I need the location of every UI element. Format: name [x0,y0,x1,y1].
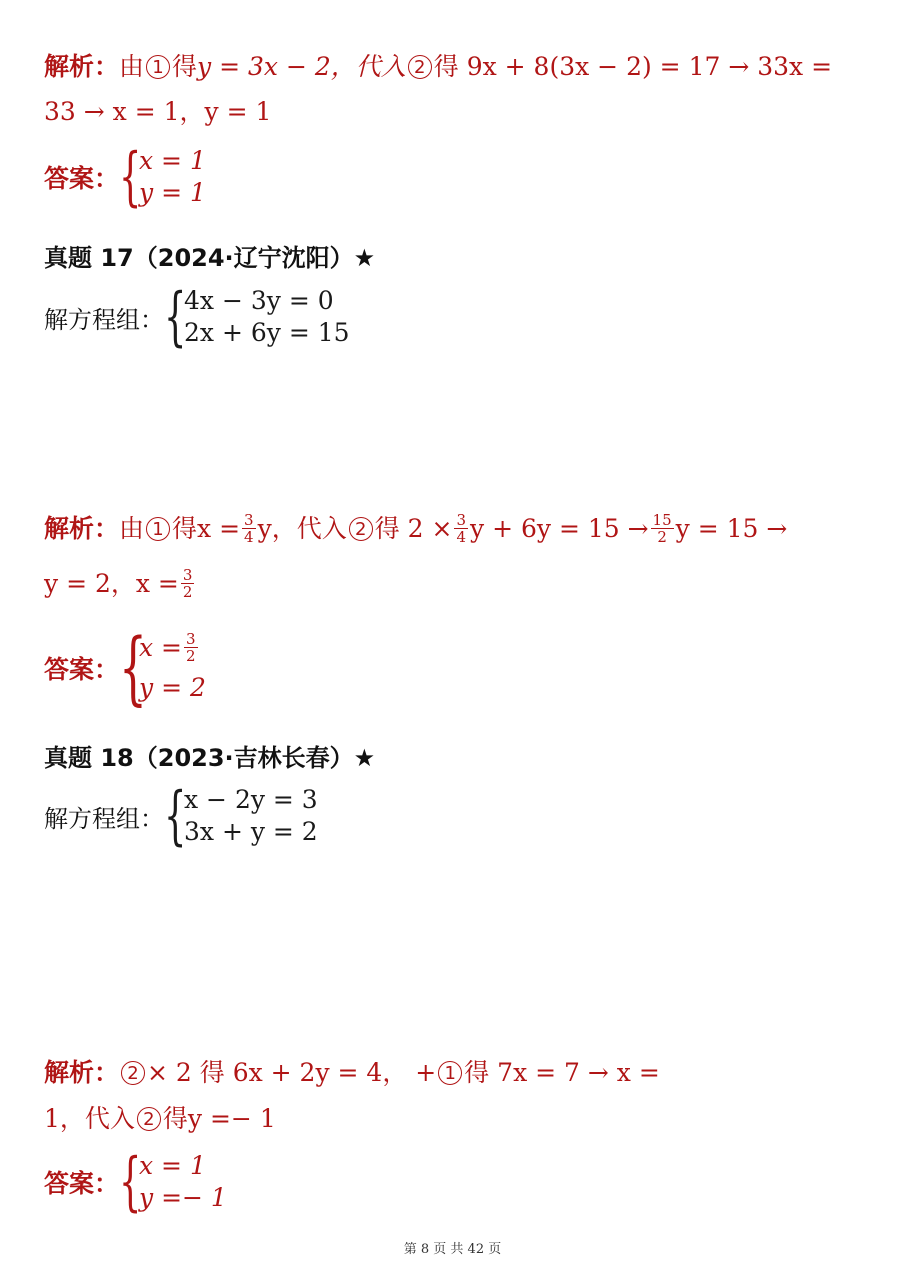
answer-equation: x = $\frac{3}{2}$ [139,630,196,665]
problem-system [44,779,318,853]
answer-block [44,621,206,714]
answer-label: 答案： [44,1169,120,1198]
analysis-line: 解析： 2 × 2 得 6x + 2y = 4， + 1 得 7x = 7 → x = [44,1058,660,1087]
circled-number-icon: 1 [146,517,170,541]
circled-number-icon: 2 [349,517,373,541]
analysis-line: 1，代入 2 得y =− 1 [44,1104,276,1133]
answer-equation: y = 2 [139,673,206,702]
fraction: $\frac{3}{4}$ [456,511,466,546]
brace-icon: { [119,140,142,214]
problem-heading: 真题 17（2024·辽宁沈阳）★ [44,244,376,272]
answer-equation: y =− 1 [139,1183,227,1212]
answer-equation: y = 1 [139,178,206,207]
problem-heading: 真题 18（2023·吉林长春）★ [44,744,376,772]
analysis-line: y = 2，x = $\frac{3}{2}$ [44,566,193,601]
page-footer: 第 8 页 共 42 页 [403,1242,502,1257]
analysis-line: 解析：由 1 得y = 3x − 2，代入 2 得 9x + 8(3x − 2) = 17 → 33x = [44,52,833,81]
analysis-label: 解析： [44,514,120,543]
analysis-label: 解析： [44,1058,120,1087]
answer-equation: x = 1 [139,146,206,175]
answer-block [44,1145,227,1219]
answer-label: 答案： [44,655,120,684]
system-equation: 3x + y = 2 [184,817,318,846]
fraction: $\frac{3}{2}$ [186,630,196,665]
brace-icon: { [164,779,187,853]
fraction: $\frac{3}{4}$ [244,511,254,546]
answer-equation: x = 1 [139,1151,206,1180]
analysis-label: 解析： [44,52,120,81]
analysis-line: 解析：由 1 得x = $\frac{3}{4}$ y，代入 2 得 2 × $\frac{3}{4}$ y + 6y = 15 → $\frac{15}{2}$ y = 15 → [44,511,788,546]
brace-icon: { [164,280,187,354]
system-equation: x − 2y = 3 [184,785,318,814]
circled-number-icon: 2 [121,1061,145,1085]
brace-icon: { [119,1145,142,1219]
fraction: $\frac{3}{2}$ [182,566,193,601]
circled-number-icon: 2 [408,55,432,79]
problem-prompt: 解方程组： [44,305,164,334]
circled-number-icon: 1 [146,55,170,79]
fraction: $\frac{15}{2}$ [652,511,672,546]
circled-number-icon: 1 [438,1061,462,1085]
brace-icon: { [119,621,148,714]
problem-prompt: 解方程组： [44,804,164,833]
system-equation: 4x − 3y = 0 [184,286,334,315]
problem-system [44,280,350,354]
analysis-line: 33 → x = 1，y = 1 [44,97,272,126]
system-equation: 2x + 6y = 15 [184,318,350,347]
circled-number-icon: 2 [137,1107,161,1131]
answer-label: 答案： [44,164,120,193]
answer-block [44,140,206,214]
